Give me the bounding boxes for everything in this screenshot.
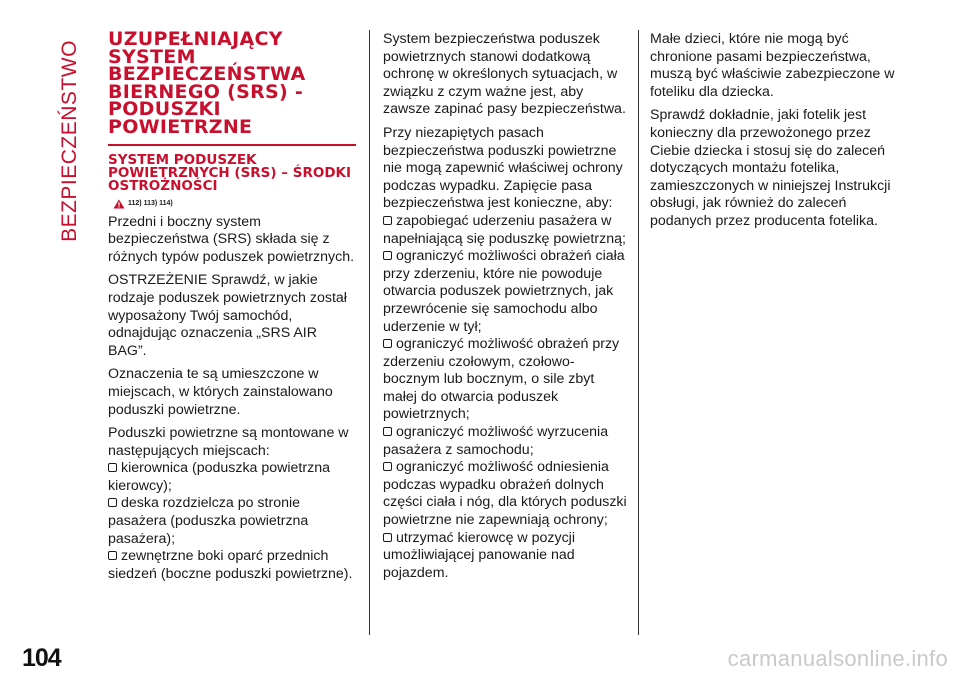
page-number: 104 — [22, 644, 61, 672]
list-item — [108, 548, 358, 583]
section-side-tab — [58, 30, 82, 252]
square-bullet-icon — [383, 216, 392, 225]
list-item-text: ograniczyć możliwość wyrzucenia pasażera z samochodu; — [383, 424, 609, 458]
warning-triangle-icon — [113, 199, 125, 209]
paragraph: OSTRZEŻENIE Sprawdź, w jakie rodzaje poduszek powietrznych został wyposażony Twój samochód, odnajdując oznaczenia „SRS AIR BAG”. — [108, 272, 347, 359]
paragraph: Przedni i boczny system bezpieczeństwa (SRS) składa się z różnych typów poduszek powietrznych. — [108, 213, 355, 265]
list-item — [383, 336, 631, 424]
square-bullet-icon — [108, 551, 117, 560]
list-item — [383, 459, 631, 529]
column-divider-2 — [638, 30, 639, 635]
column-divider-1 — [369, 30, 370, 635]
list-item-text: ograniczyć możliwość obrażeń przy zderzeniu czołowym, czołowo-bocznym lub bocznym, o sile zbyt małej do otwarcia poduszek powietrznych; — [383, 336, 620, 423]
paragraph: Oznaczenia te są umieszczone w miejscach, w których zainstalowano poduszki powietrzne. — [108, 366, 333, 418]
warning-reference — [108, 199, 358, 209]
square-bullet-icon — [108, 463, 117, 472]
square-bullet-icon — [383, 339, 392, 348]
paragraph: Przy niezapiętych pasach bezpieczeństwa poduszki powietrzne nie mogą zapewnić właściwej ochrony podczas wypadku. Zapięcie pasa bezpieczeństwa jest konieczne, aby: — [383, 124, 623, 212]
column-2 — [383, 31, 631, 582]
list-item-text: zewnętrzne boki oparć przednich siedzeń (boczne poduszki powietrzne). — [108, 548, 353, 582]
paragraph: Sprawdź dokładnie, jaki fotelik jest konieczny dla przewożonego przez Ciebie dziecka i stosuj się do zaleceń dotyczących montażu fotelika, zamieszczonych w niniejszej Instrukcji obsługi, jak również do zaleceń podanych przez producenta fotelika. — [650, 107, 891, 229]
column-3 — [650, 31, 900, 237]
list-item — [383, 530, 631, 583]
square-bullet-icon — [383, 427, 392, 436]
list-item-text: ograniczyć możliwości obrażeń ciała przy zderzeniu, które nie powoduje otwarcia poduszek powietrznych, jak przewrócenie się samochodu albo uderzenie w tył; — [383, 248, 625, 335]
sub-heading: SYSTEM PODUSZEK POWIETRZNYCH (SRS) – ŚRODKI OSTROŻNOŚCI — [108, 151, 352, 194]
heading-rule — [108, 144, 356, 146]
paragraph: Małe dzieci, które nie mogą być chronione pasami bezpieczeństwa, muszą być właściwie zabezpieczone w foteliku dla dziecka. — [650, 31, 895, 100]
square-bullet-icon — [383, 462, 392, 471]
list-item-text: deska rozdzielcza po stronie pasażera (poduszka powietrzna pasażera); — [108, 495, 309, 547]
watermark: carmanualsonline.info — [727, 646, 948, 671]
warning-refs: 112) 113) 114) — [128, 200, 173, 208]
list-item-text: zapobiegać uderzeniu pasażera w napełniającą się poduszkę powietrzną; — [383, 212, 626, 247]
square-bullet-icon — [383, 251, 392, 260]
list-item — [383, 424, 631, 459]
list-item — [108, 460, 358, 495]
main-heading: UZUPEŁNIAJĄCY SYSTEM BEZPIECZEŃSTWA BIERNEGO (SRS) - PODUSZKI POWIETRZNE — [108, 28, 306, 138]
paragraph: System bezpieczeństwa poduszek powietrznych stanowi dodatkową ochronę w określonych sytuacjach, w związku z czym ważne jest, aby zawsze zapinać pasy bezpieczeństwa. — [383, 31, 626, 118]
square-bullet-icon — [383, 533, 392, 542]
list-item-text: utrzymać kierowcę w pozycji umożliwiającej panowanie nad pojazdem. — [383, 529, 575, 581]
column-1 — [108, 28, 358, 583]
list-item-text: kierownica (poduszka powietrzna kierowcy); — [108, 460, 330, 494]
square-bullet-icon — [108, 498, 117, 507]
list-item — [383, 248, 631, 336]
list-item — [383, 213, 631, 248]
paragraph: Poduszki powietrzne są montowane w następujących miejscach: — [108, 425, 349, 459]
list-item-text: ograniczyć możliwość odniesienia podczas wypadku obrażeń dolnych części ciała i nóg, dla których poduszki powietrzne nie zapewniają ochrony; — [383, 459, 627, 529]
section-side-tab-label: BEZPIECZEŃSTWO — [58, 40, 81, 242]
list-item — [108, 495, 358, 548]
